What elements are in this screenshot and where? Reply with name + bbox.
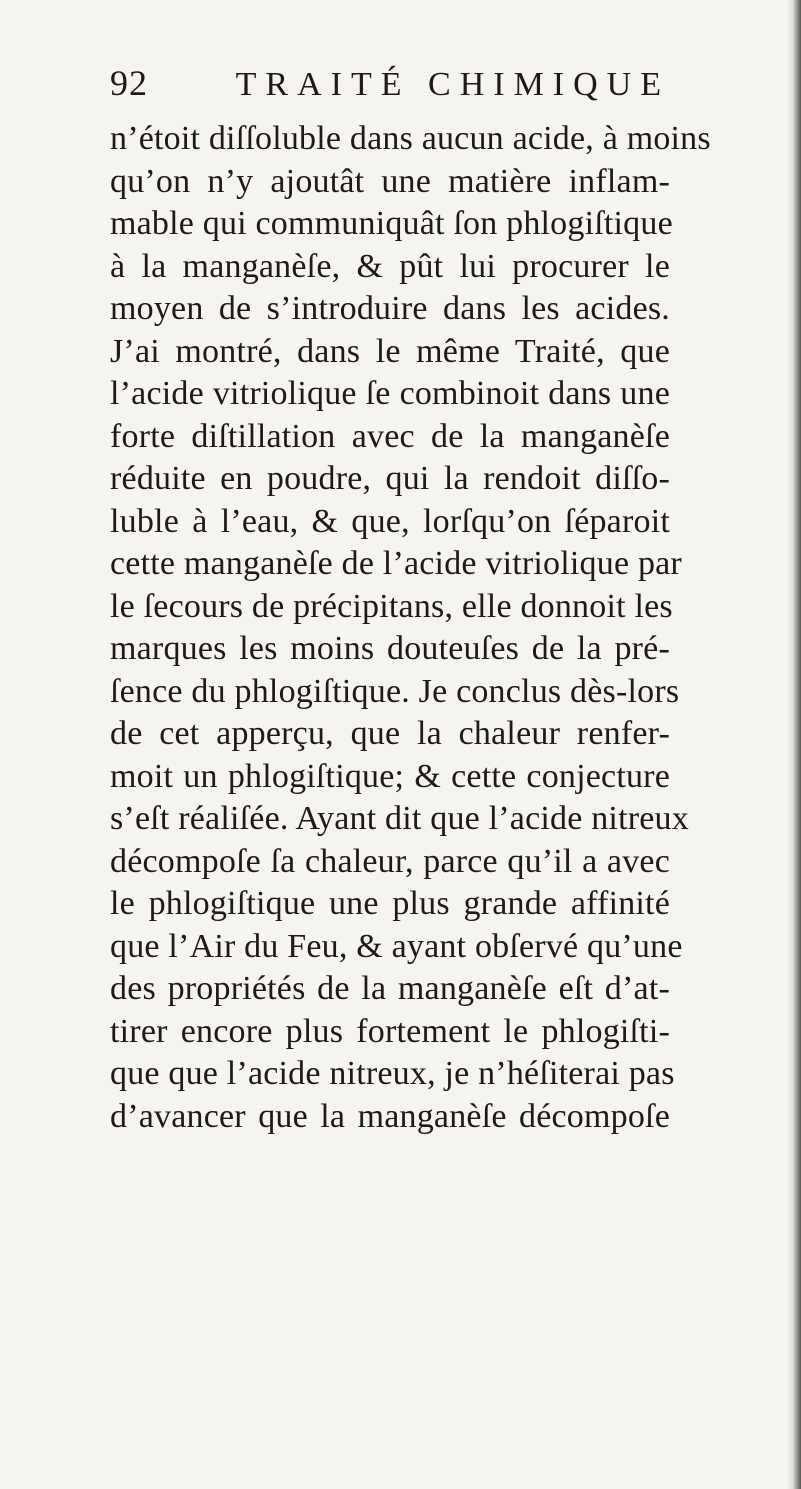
body-text xyxy=(110,118,711,1138)
text-line: des propriétés de la manganèſe eſt d’at- xyxy=(110,970,670,1007)
text-line: tirer encore plus fortement le phlogiſti- xyxy=(110,1012,670,1050)
text-line: moyen de s’introduire dans les acides. xyxy=(110,290,670,327)
text-line: luble à l’eau, & que, lorſqu’on ſéparoit xyxy=(110,502,670,540)
page-edge-shadow xyxy=(787,0,801,1489)
text-line: qu’on n’y ajoutât une matière inflam- xyxy=(110,162,670,200)
text-line: décompoſe ſa chaleur, parce qu’il a avec xyxy=(110,842,670,880)
text-line: de cet apperçu, que la chaleur renfer- xyxy=(110,715,670,752)
running-head xyxy=(110,62,670,110)
text-line: n’étoit diſſoluble dans aucun acide, à moins xyxy=(110,120,711,157)
text-line: moit un phlogiſtique; & cette conjecture xyxy=(110,757,670,795)
text-line: que que l’acide nitreux, je n’héſiterai pas xyxy=(110,1055,675,1092)
text-line: J’ai montré, dans le même Traité, que xyxy=(110,332,670,370)
text-line: forte diſtillation avec de la manganèſe xyxy=(110,417,670,455)
text-line: s’eſt réaliſée. Ayant dit que l’acide nitreux xyxy=(110,800,689,837)
text-line: ſence du phlogiſtique. Je conclus dès-lors xyxy=(110,672,680,710)
text-line: réduite en poudre, qui la rendoit diſſo- xyxy=(110,460,670,497)
page-number: 92 xyxy=(110,63,148,103)
running-title: TRAITÉ CHIMIQUE xyxy=(235,66,670,103)
text-line: le phlogiſtique une plus grande affinité xyxy=(110,885,670,922)
text-line: marques les moins douteuſes de la pré- xyxy=(110,630,670,667)
text-line: le ſecours de précipitans, elle donnoit les xyxy=(110,587,673,625)
text-line: mable qui communiquât ſon phlogiſtique xyxy=(110,205,673,242)
text-line: cette manganèſe de l’acide vitriolique par xyxy=(110,545,682,582)
text-line: l’acide vitriolique ſe combinoit dans une xyxy=(110,375,670,412)
text-line: à la manganèſe, & pût lui procurer le xyxy=(110,247,670,285)
text-line: d’avancer que la manganèſe décompoſe xyxy=(110,1097,670,1135)
text-line: que l’Air du Feu, & ayant obſervé qu’une xyxy=(110,927,683,965)
